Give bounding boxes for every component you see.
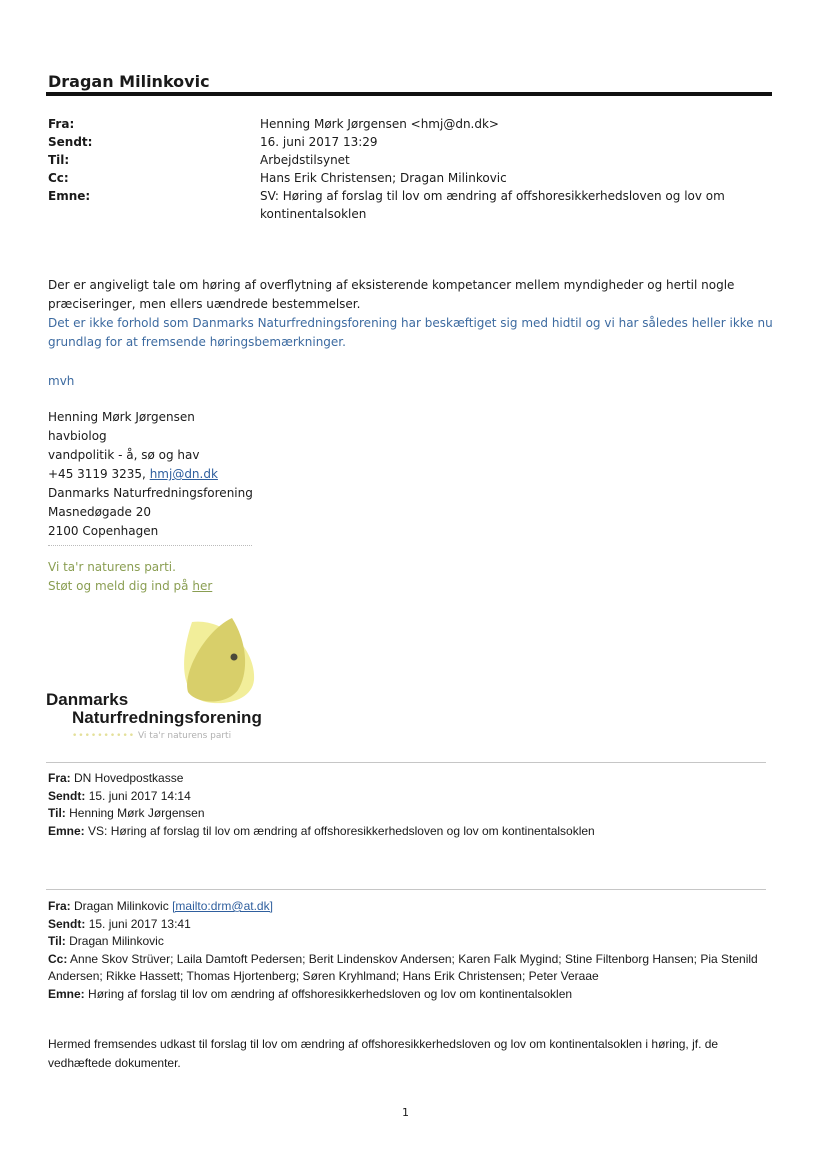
orig-cc-row: Cc: Anne Skov Strüver; Laila Damtoft Pedersen; Berit Lindenskov Andersen; Karen Falk Mygind; Stine Filtenborg Hansen; Pia Stenild Andersen; Rikke Hassett; Thomas Hjortenberg; Søren Kryhlmand; Hans Erik Christensen; Peter Veraae — [48, 951, 758, 983]
cc-label: Cc: — [48, 171, 69, 185]
orig-to-row: Til: Dragan Milinkovic — [48, 934, 164, 948]
signature-street: Masnedøgade 20 — [48, 505, 151, 519]
signature-phone: +45 3119 3235, — [48, 467, 146, 481]
dn-logo — [46, 610, 306, 750]
subject-label: Emne: — [48, 189, 91, 203]
signature-join-link[interactable]: her — [192, 579, 213, 593]
greeting: mvh — [48, 374, 75, 388]
from-label: Fra: — [48, 117, 75, 131]
leaf-logo-icon — [46, 610, 306, 750]
signature-org: Danmarks Naturfredningsforening — [48, 486, 253, 500]
signature-join-text: Støt og meld dig ind på — [48, 579, 189, 593]
logo-line-1: Danmarks — [46, 690, 129, 709]
email-divider-2 — [46, 889, 766, 890]
fwd-sent-row: Sendt: 15. juni 2017 14:14 — [48, 788, 191, 803]
body-paragraph-2: Det er ikke forhold som Danmarks Naturfredningsforening har beskæftiget sig med hidtil og vi har således heller ikke nu grundlag for at fremsende høringsbemærkninger. — [48, 316, 773, 349]
signature-email-link[interactable]: hmj@dn.dk — [149, 467, 218, 481]
original-email-body: Hermed fremsendes udkast til forslag til lov om ændring af offshoresikkerhedsloven og lov om kontinentalsoklen i høring, jf. de vedhæftede dokumenter. — [48, 1037, 719, 1070]
signature-slogan: Vi ta'r naturens parti. — [48, 560, 176, 574]
orig-sent-row: Sendt: 15. juni 2017 13:41 — [48, 916, 191, 931]
signature-slogan-block — [48, 558, 212, 596]
signature-join — [48, 577, 212, 596]
page-number: 1 — [402, 1106, 409, 1119]
fwd-to-row: Til: Henning Mørk Jørgensen — [48, 806, 205, 820]
signature-city: 2100 Copenhagen — [48, 524, 159, 538]
signature-title: havbiolog — [48, 429, 107, 443]
signature-department: vandpolitik - å, sø og hav — [48, 448, 200, 462]
email-divider-1 — [46, 762, 766, 763]
original-email-header — [48, 898, 768, 1003]
sent-label: Sendt: — [48, 135, 93, 149]
logo-tagline: Vi ta'r naturens parti — [137, 731, 232, 741]
orig-subject-row: Emne: Høring af forslag til lov om ændring af offshoresikkerhedsloven og lov om kontinentalsoklen — [48, 986, 573, 1001]
forwarded-email-header — [48, 770, 768, 840]
sender-title: Dragan Milinkovic — [48, 72, 210, 91]
leaf-dot — [231, 654, 238, 661]
title-rule — [46, 92, 772, 96]
signature-block — [48, 408, 253, 541]
signature-name: Henning Mørk Jørgensen — [48, 410, 195, 424]
to-label: Til: — [48, 153, 70, 167]
logo-line-2: Naturfredningsforening — [72, 708, 262, 727]
fwd-from-row: Fra: DN Hovedpostkasse — [48, 771, 184, 785]
fwd-subject-row: Emne: VS: Høring af forslag til lov om ændring af offshoresikkerhedsloven og lov om kontinentalsoklen — [48, 823, 595, 838]
orig-from-row: Fra: Dragan Milinkovic [mailto:drm@at.dk] — [48, 899, 273, 913]
to-value: Arbejdstilsynet — [260, 153, 350, 167]
body-paragraph-1: Der er angiveligt tale om høring af overflytning af eksisterende kompetancer mellem myndigheder og hertil nogle præciseringer, men ellers uændrede bestemmelser. — [48, 278, 735, 311]
subject-value: SV: Høring af forslag til lov om ændring af offshoresikkerhedsloven og lov om kontinentalsoklen — [260, 189, 725, 221]
logo-dots-icon: •••••••••• — [72, 731, 136, 741]
signature-dotted-divider — [48, 545, 252, 546]
logo-tagline-row — [72, 731, 231, 741]
from-value: Henning Mørk Jørgensen <hmj@dn.dk> — [260, 117, 499, 131]
cc-value: Hans Erik Christensen; Dragan Milinkovic — [260, 171, 507, 185]
sent-value: 16. juni 2017 13:29 — [260, 135, 378, 149]
mailto-link[interactable]: [mailto:drm@at.dk] — [172, 899, 273, 913]
signature-contact — [48, 465, 253, 484]
